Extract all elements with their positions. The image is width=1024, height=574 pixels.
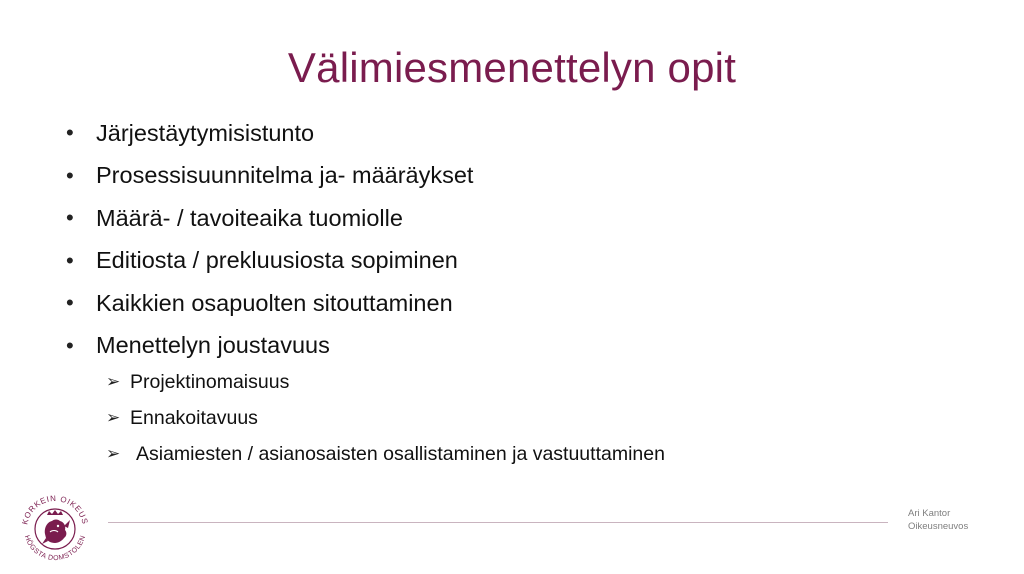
arrow-bullet-icon: ➢ — [106, 372, 121, 391]
arrow-bullet-icon: ➢ — [106, 408, 121, 427]
author-title: Oikeusneuvos — [908, 521, 969, 532]
bullet-text: Editiosta / prekluusiosta sopiminen — [96, 247, 458, 274]
bullet-item — [66, 325, 926, 368]
sub-bullet-text: Projektinomaisuus — [130, 370, 290, 393]
logo-text-bottom: HÖGSTA DOMSTOLEN — [22, 534, 88, 563]
bullet-item — [66, 112, 926, 155]
sub-bullet-item — [106, 364, 906, 400]
footer-divider — [108, 522, 888, 523]
sub-bullet-item — [106, 436, 906, 472]
bullet-item — [66, 155, 926, 198]
lion-crest-icon — [14, 488, 96, 570]
author-name: Ari Kantor — [908, 508, 951, 519]
author-block — [908, 507, 968, 533]
bullet-icon: • — [66, 332, 74, 358]
sub-bullet-list — [106, 364, 906, 472]
sub-bullet-item — [106, 400, 906, 436]
bullet-item — [66, 282, 926, 325]
logo-text-top: KORKEIN OIKEUS — [20, 493, 90, 526]
bullet-icon: • — [66, 120, 74, 146]
bullet-text: Kaikkien osapuolten sitouttaminen — [96, 289, 453, 316]
bullet-icon: • — [66, 205, 74, 231]
bullet-list — [66, 112, 926, 367]
bullet-icon: • — [66, 290, 74, 316]
sub-bullet-text: Ennakoitavuus — [130, 406, 258, 429]
bullet-text: Järjestäytymisistunto — [96, 119, 315, 146]
arrow-bullet-icon: ➢ — [106, 444, 121, 463]
bullet-item — [66, 197, 926, 240]
slide-title: Välimiesmenettelyn opit — [287, 44, 737, 91]
bullet-item — [66, 240, 926, 283]
bullet-icon: • — [66, 162, 74, 188]
bullet-text: Prosessisuunnitelma ja- määräykset — [96, 162, 474, 189]
sub-bullet-text: Asiamiesten / asianosaisten osallistaminen ja vastuuttaminen — [136, 442, 665, 465]
bullet-text: Menettelyn joustavuus — [96, 332, 330, 359]
bullet-text: Määrä- / tavoiteaika tuomiolle — [96, 204, 403, 231]
bullet-icon: • — [66, 247, 74, 273]
